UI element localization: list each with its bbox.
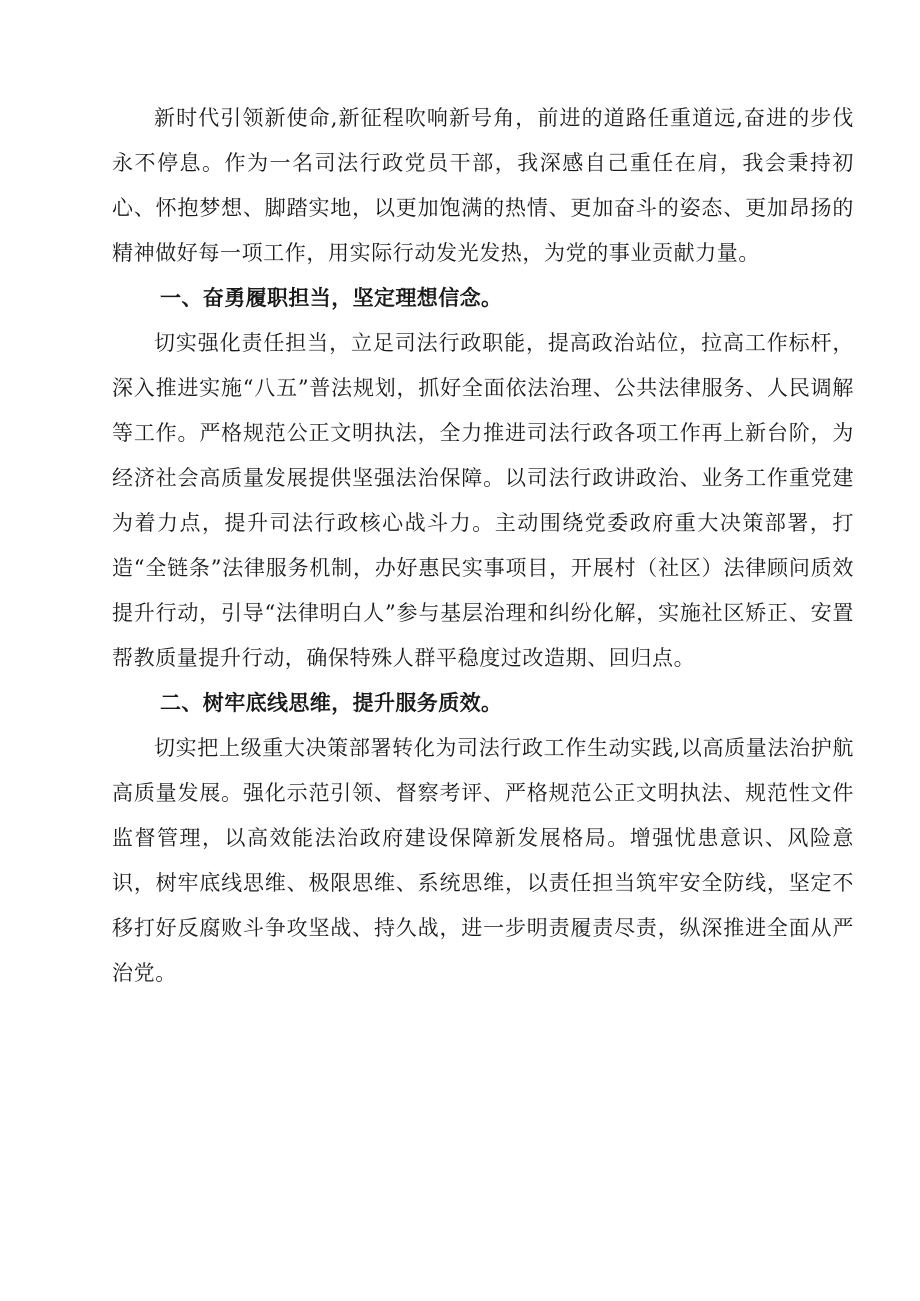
section-1-paragraph: 切实强化责任担当，立足司法行政职能，提高政治站位，拉高工作标杆，深入推进实施“八五”普法规划，抓好全面依法治理、公共法律服务、人民调解等工作。严格规范公正文明执法，全力推进司法行政各项工作再上新台阶，为经济社会高质量发展提供坚强法治保障。以司法行政讲政治、业务工作重党建为着力点，提升司法行政核心战斗力。主动围绕党委政府重大决策部署，打造“全链条”法律服务机制，办好惠民实事项目，开展村（社区）法律顾问质效提升行动，引导“法律明白人”参与基层治理和纠纷化解，实施社区矫正、安置帮教质量提升行动，确保特殊人群平稳度过改造期、回归点。	[112, 331, 854, 670]
section-1-heading: 一、奋勇履职担当，坚定理想信念。	[160, 286, 503, 310]
document-body	[112, 96, 854, 996]
intro-paragraph: 新时代引领新使命,新征程吹响新号角，前进的道路任重道远,奋进的步伐永不停息。作为一名司法行政党员干部，我深感自己重任在肩，我会秉持初心、怀抱梦想、脚踏实地，以更加饱满的热情、更加奋斗的姿态、更加昂扬的精神做好每一项工作，用实际行动发光发热，为党的事业贡献力量。	[112, 106, 854, 265]
section-2-heading: 二、树牢底线思维，提升服务质效。	[160, 691, 503, 715]
section-2-paragraph: 切实把上级重大决策部署转化为司法行政工作生动实践,以高质量法治护航高质量发展。强化示范引领、督察考评、严格规范公正文明执法、规范性文件监督管理，以高效能法治政府建设保障新发展格局。增强忧患意识、风险意识，树牢底线思维、极限思维、系统思维，以责任担当筑牢安全防线，坚定不移打好反腐败斗争攻坚战、持久战，进一步明责履责尽责，纵深推进全面从严治党。	[112, 736, 854, 985]
